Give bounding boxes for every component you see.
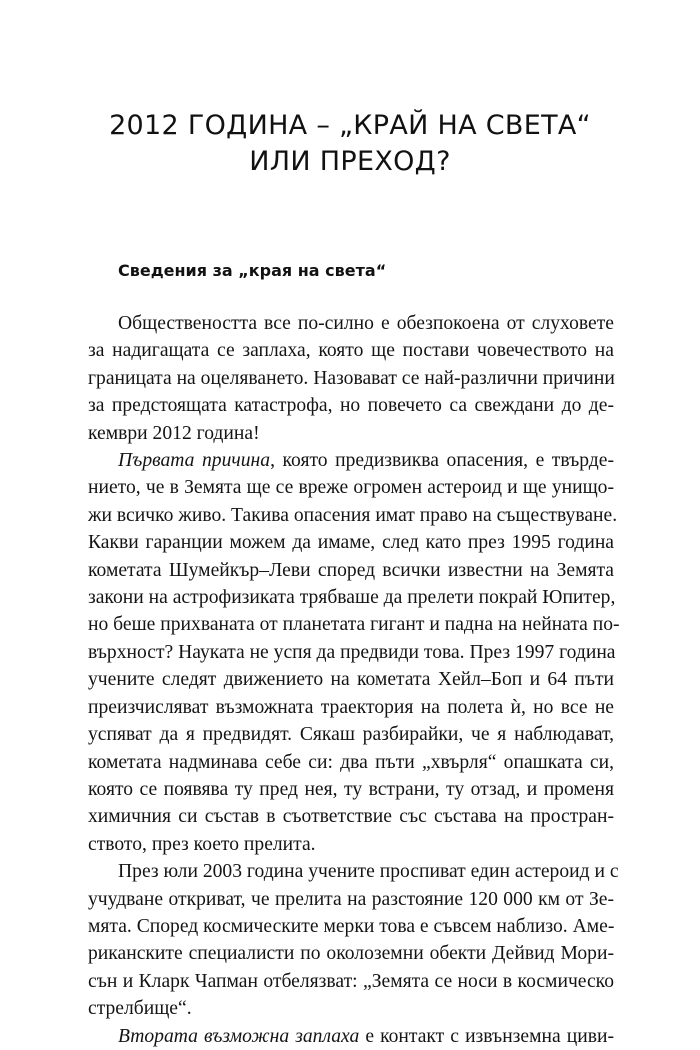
text-line: риканските специалисти по околоземни обекти Дейвид Мори- [88, 943, 614, 965]
text-line: сън и Кларк Чапман отбелязват: „Земята се носи в космическо [88, 970, 614, 992]
text-line: кометата Шумейкър–Леви според всички известни на Земята [88, 559, 614, 581]
chapter-title-line-2: ИЛИ ПРЕХОД? [249, 146, 451, 177]
text-line [88, 1023, 614, 1050]
text-line: която се появява ту пред нея, ту встрани, ту отзад, и променя [88, 778, 614, 800]
text-line: През юли 2003 година учените проспиват един астероид и с [118, 861, 619, 883]
paragraph-2 [88, 447, 620, 858]
text-line: върхност? Науката не успя да предвиди това. През 1997 година [88, 641, 616, 663]
text-line: мята. Според космическите мерки това е съвсем наблизо. Аме- [88, 915, 615, 937]
chapter-title [60, 108, 640, 180]
paragraph-4 [88, 1023, 614, 1050]
text-line: жи всичко живо. Такива опасения имат право на съществуване. [88, 504, 618, 526]
paragraph-1 [88, 310, 614, 447]
text-line: кември 2012 година! [88, 422, 260, 444]
text-line: учените следят движението на кометата Хейл–Боп и 64 пъти [88, 669, 614, 691]
text-line: преизчисляват възможната траектория на полета ѝ, но все не [88, 696, 614, 718]
text-line: успяват да я предвидят. Сякаш разбирайки, че я наблюдават, [88, 724, 614, 746]
text-line: кометата надминава себе си: два пъти „хвърля“ опашката си, [88, 751, 614, 773]
section-heading: Сведения за „края на света“ [118, 261, 387, 280]
text-line: за надигащата се заплаха, която ще постави човечеството на [88, 340, 614, 362]
italic-lead: Първата причина [118, 450, 271, 472]
chapter-title-line-1: 2012 ГОДИНА – „КРАЙ НА СВЕТА“ [109, 110, 591, 141]
text-run: е контакт с извънземна циви- [359, 1025, 614, 1047]
text-line: закони на астрофизиката трябваше да прелети покрай Юпитер, [88, 587, 616, 609]
italic-lead: Втората възможна заплаха [118, 1025, 360, 1047]
body-text [88, 310, 620, 1050]
text-run: , която предизвиква опасения, е твърде- [270, 450, 614, 472]
text-line [88, 447, 614, 474]
text-line: ството, през което прелита. [88, 833, 316, 855]
paragraph-3 [88, 858, 619, 1022]
text-line: нието, че в Земята ще се вреже огромен астероид и ще унищо- [88, 477, 614, 499]
text-line: Какви гаранции можем да имаме, след като през 1995 година [88, 532, 614, 554]
text-line: стрелбище“. [88, 998, 192, 1020]
text-line: Обществеността все по-силно е обезпокоена от слуховете [118, 313, 614, 334]
text-line: за предстоящата катастрофа, но повечето са свеждани до де- [88, 395, 614, 417]
text-line: но беше прихваната от планетата гигант и падна на нейната по- [88, 614, 620, 636]
text-line: учудване откриват, че прелита на разстояние 120 000 км от Зе- [88, 888, 614, 910]
text-line: границата на оцеляването. Назовават се най-различни причини [88, 367, 615, 389]
text-line: химичния си състав в съответствие със състава на простран- [88, 806, 614, 828]
